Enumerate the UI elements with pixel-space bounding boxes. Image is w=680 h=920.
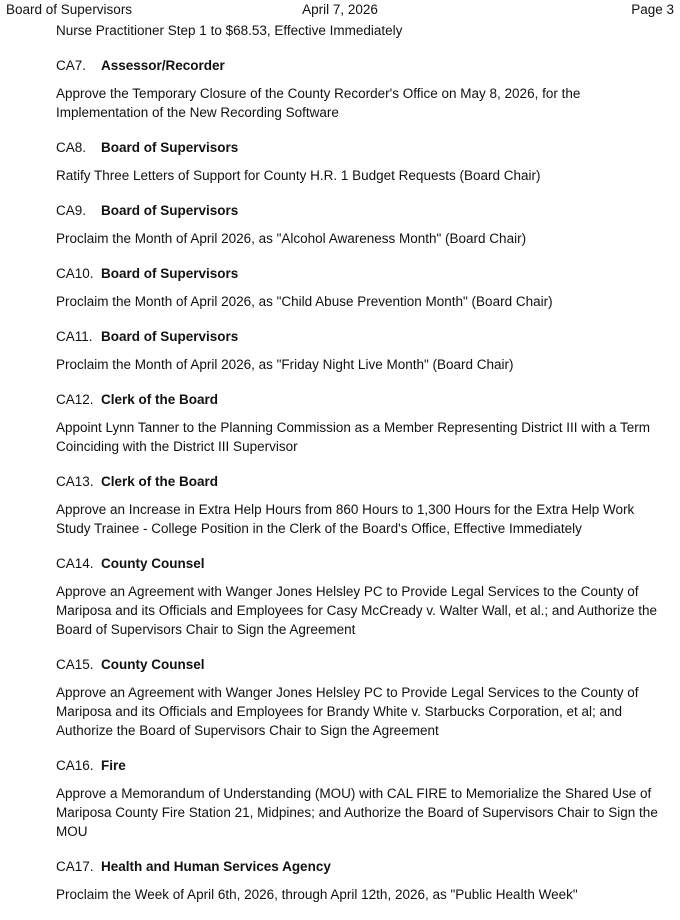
agenda-item: [56, 756, 666, 841]
agenda-item: [56, 655, 666, 740]
agenda-item-number: CA16.: [56, 758, 94, 773]
agenda-item-department: Fire: [101, 758, 126, 773]
agenda-item-description: Approve the Temporary Closure of the County Recorder's Office on May 8, 2026, for the Implementation of the New Recording Software: [56, 86, 581, 120]
agenda-item-number: CA12.: [56, 392, 94, 407]
agenda-item-heading: [56, 655, 666, 674]
agenda-item-heading: [56, 327, 666, 346]
agenda-item-description: Approve an Agreement with Wanger Jones Helsley PC to Provide Legal Services to the County of Mariposa and its Officials and Employees for Brandy White v. Starbucks Corporation, et al; and Authorize the Board of Supervisors Chair to Sign the Agreement: [56, 685, 639, 738]
continued-item-text: Nurse Practitioner Step 1 to $68.53, Effective Immediately: [56, 23, 403, 38]
consent-agenda-list: [56, 56, 666, 904]
agenda-item-number: CA17.: [56, 859, 94, 874]
agenda-item: [56, 472, 666, 538]
agenda-item-description: Proclaim the Week of April 6th, 2026, through April 12th, 2026, as "Public Health Week": [56, 887, 578, 902]
agenda-item-heading: [56, 857, 666, 876]
agenda-item: [56, 390, 666, 456]
agenda-item-department: Clerk of the Board: [101, 392, 219, 407]
agenda-item-department: Board of Supervisors: [101, 140, 239, 155]
agenda-item: [56, 264, 666, 311]
agenda-item-description: Proclaim the Month of April 2026, as "Friday Night Live Month" (Board Chair): [56, 357, 514, 372]
header-meeting-date: April 7, 2026: [302, 2, 378, 17]
agenda-item: [56, 857, 666, 904]
agenda-item-description: Proclaim the Month of April 2026, as "Child Abuse Prevention Month" (Board Chair): [56, 294, 553, 309]
agenda-item-heading: [56, 201, 666, 220]
agenda-item: [56, 327, 666, 374]
agenda-item-description: Proclaim the Month of April 2026, as "Alcohol Awareness Month" (Board Chair): [56, 231, 527, 246]
agenda-item-department: County Counsel: [101, 556, 205, 571]
agenda-item-description: Approve a Memorandum of Understanding (MOU) with CAL FIRE to Memorialize the Shared Use of Mariposa County Fire Station 21, Midpines; and Authorize the Board of Supervisors Chair to Sign the MOU: [56, 786, 658, 839]
agenda-item-number: CA14.: [56, 556, 94, 571]
agenda-item-number: CA9.: [56, 203, 87, 218]
agenda-item: [56, 554, 666, 639]
agenda-item-heading: [56, 554, 666, 573]
agenda-item-department: Assessor/Recorder: [101, 58, 225, 73]
agenda-item: [56, 138, 666, 185]
agenda-item-heading: [56, 138, 666, 157]
agenda-item-department: Board of Supervisors: [101, 203, 239, 218]
agenda-item-number: CA8.: [56, 140, 87, 155]
agenda-item: [56, 56, 666, 122]
agenda-item-description: Approve an Increase in Extra Help Hours from 860 Hours to 1,300 Hours for the Extra Help Work Study Trainee - College Position in the Clerk of the Board's Office, Effective Immediately: [56, 502, 635, 536]
agenda-item-heading: [56, 56, 666, 75]
header-page-number: Page 3: [631, 2, 674, 17]
agenda-item-number: CA7.: [56, 58, 87, 73]
agenda-item-department: Clerk of the Board: [101, 474, 219, 489]
agenda-item-heading: [56, 472, 666, 491]
agenda-item-department: Board of Supervisors: [101, 266, 239, 281]
agenda-item-heading: [56, 264, 666, 283]
agenda-item-number: CA10.: [56, 266, 94, 281]
agenda-item-description: Approve an Agreement with Wanger Jones Helsley PC to Provide Legal Services to the County of Mariposa and its Officials and Employees for Casy McCready v. Walter Wall, et al.; and Authorize the Board of Supervisors Chair to Sign the Agreement: [56, 584, 658, 637]
agenda-item-number: CA15.: [56, 657, 94, 672]
agenda-item-department: Health and Human Services Agency: [101, 859, 331, 874]
agenda-item-number: CA13.: [56, 474, 94, 489]
agenda-item-heading: [56, 756, 666, 775]
agenda-content: [56, 21, 666, 920]
agenda-item-department: Board of Supervisors: [101, 329, 239, 344]
agenda-item-description: Ratify Three Letters of Support for County H.R. 1 Budget Requests (Board Chair): [56, 168, 541, 183]
agenda-item-department: County Counsel: [101, 657, 205, 672]
agenda-item-heading: [56, 390, 666, 409]
agenda-item-number: CA11.: [56, 329, 93, 344]
header-body-name: Board of Supervisors: [6, 2, 133, 17]
agenda-item: [56, 201, 666, 248]
page-header: [0, 0, 680, 20]
agenda-item-description: Appoint Lynn Tanner to the Planning Commission as a Member Representing District III with a Term Coinciding with the District III Supervisor: [56, 420, 651, 454]
